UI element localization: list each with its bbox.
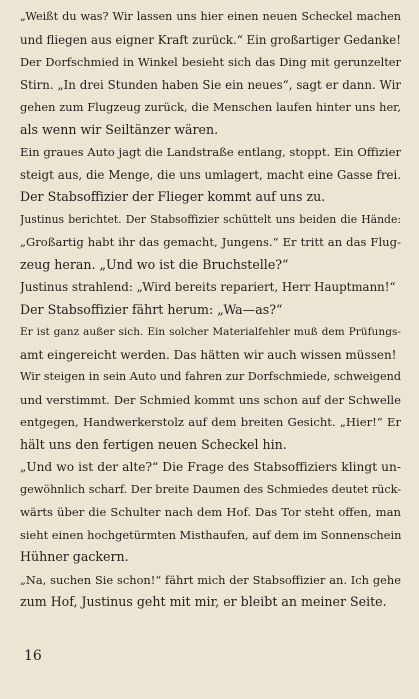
text-line: Er ist ganz außer sich. Ein solcher Materialfehler muß dem Prüfungs- xyxy=(20,326,401,338)
text-line: amt eingereicht werden. Das hätten wir auch wissen müssen! xyxy=(20,347,397,362)
text-line: steigt aus, die Menge, die uns umlagert, macht eine Gasse frei. xyxy=(20,167,401,182)
text-line: zeug heran. „Und wo ist die Bruchstelle?“ xyxy=(20,256,289,272)
text-line: Hühner gackern. xyxy=(20,549,129,564)
text-line: „Weißt du was? Wir lassen uns hier einen neuen Scheckel machen xyxy=(20,10,401,23)
text-line: Wir steigen in sein Auto und fahren zur Dorfschmiede, schweigend xyxy=(20,370,401,383)
text-line: als wenn wir Seiltänzer wären. xyxy=(20,121,219,137)
text-line: Ein graues Auto jagt die Landstraße entlang, stoppt. Ein Offizier xyxy=(20,145,401,159)
text-line: zum Hof, Justinus geht mit mir, er bleibt an meiner Seite. xyxy=(20,594,387,609)
text-line: hält uns den fertigen neuen Scheckel hin. xyxy=(20,436,287,452)
text-line: „Und wo ist der alte?“ Die Frage des Stabsoffiziers klingt un- xyxy=(20,460,401,474)
text-line: sieht einen hochgetürmten Misthaufen, auf dem im Sonnenschein xyxy=(20,527,401,542)
text-line: Justinus berichtet. Der Stabsoffizier schüttelt uns beiden die Hände: xyxy=(20,212,401,226)
text-line: gehen zum Flugzeug zurück, die Menschen laufen hinter uns her, xyxy=(20,100,401,114)
text-line: „Na, suchen Sie schon!“ fährt mich der Stabsoffizier an. Ich gehe xyxy=(20,572,401,587)
text-line: Der Stabsoffizier der Flieger kommt auf uns zu. xyxy=(20,189,326,204)
page-number: 16 xyxy=(24,648,42,664)
text-line: Stirn. „In drei Stunden haben Sie ein neues“, sagt er dann. Wir xyxy=(20,77,401,92)
text-line: Der Dorfschmied in Winkel besieht sich das Ding mit gerunzelter xyxy=(20,55,401,69)
text-line: „Großartig habt ihr das gemacht, Jungens.“ Er tritt an das Flug- xyxy=(20,235,401,249)
text-line: Justinus strahlend: „Wird bereits repariert, Herr Hauptmann!“ xyxy=(20,280,396,294)
text-line: wärts über die Schulter nach dem Hof. Das Tor steht offen, man xyxy=(20,505,401,519)
text-line: entgegen, Handwerkerstolz auf dem breiten Gesicht. „Hier!“ Er xyxy=(20,415,401,429)
text-line: und fliegen aus eigner Kraft zurück.“ Ein großartiger Gedanke! xyxy=(20,32,401,47)
text-line: und verstimmt. Der Schmied kommt uns schon auf der Schwelle xyxy=(20,392,401,407)
text-line: gewöhnlich scharf. Der breite Daumen des Schmiedes deutet rück- xyxy=(20,482,401,496)
text-line: Der Stabsoffizier fährt herum: „Wa—as?“ xyxy=(20,301,283,317)
